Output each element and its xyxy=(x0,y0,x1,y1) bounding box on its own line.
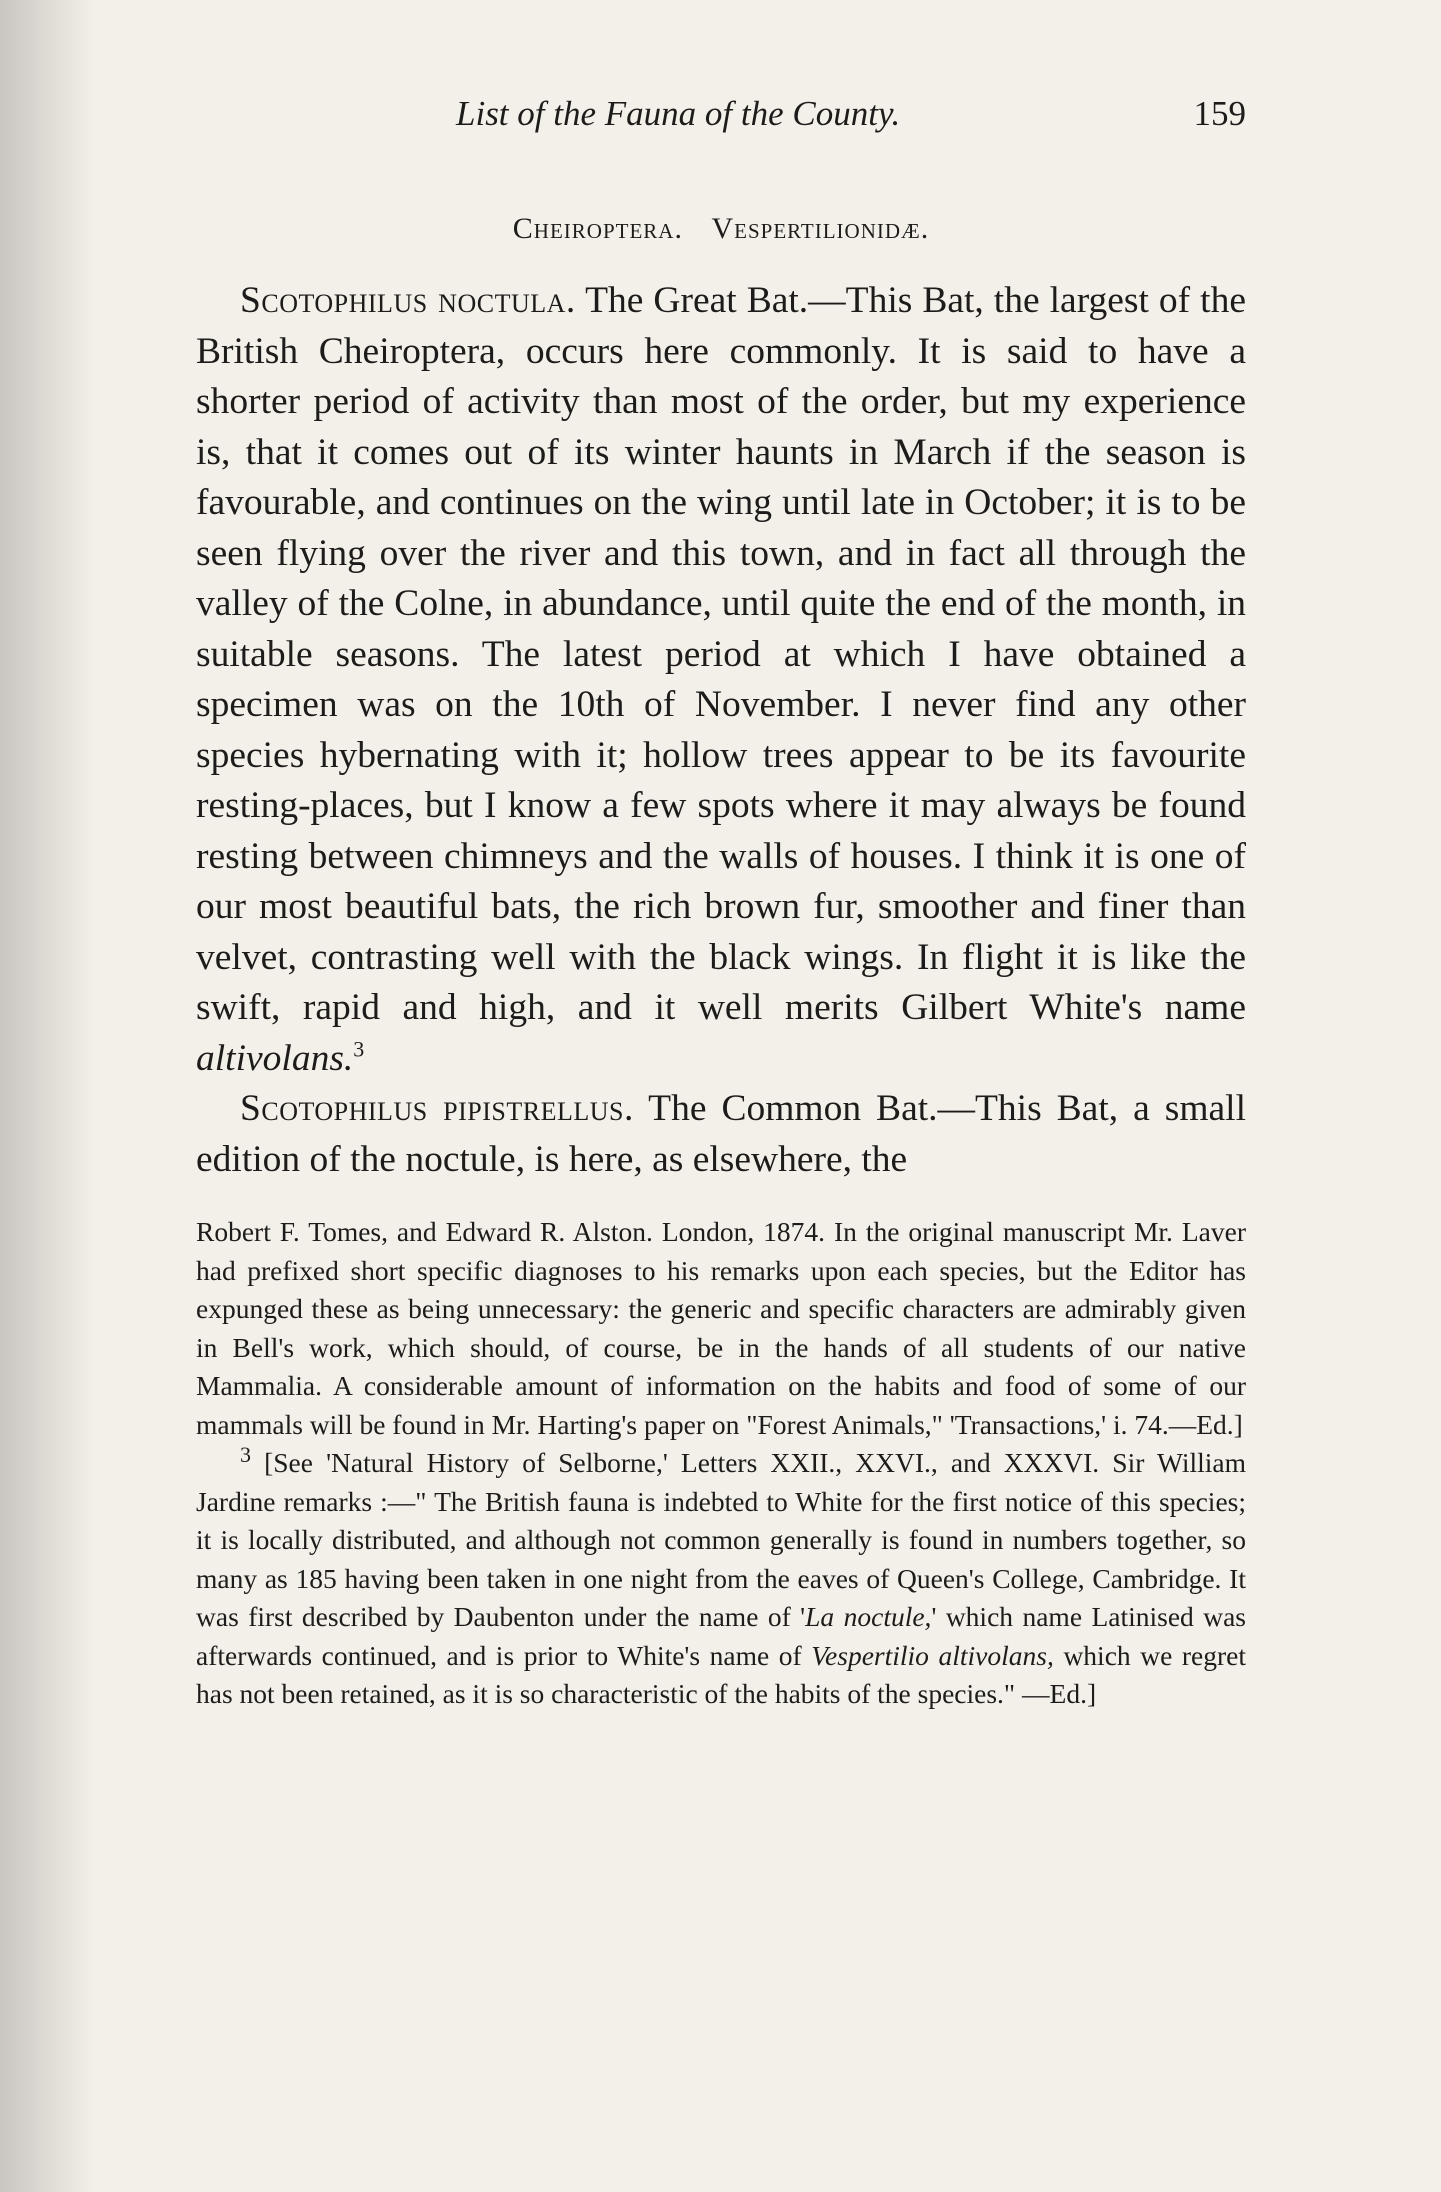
book-page xyxy=(196,70,1246,1714)
footnote-3 xyxy=(196,1441,1246,1714)
italic-term: altivolans. xyxy=(196,1037,354,1079)
footnote-continued: Robert F. Tomes, and Edward R. Alston. London, 1874. In the original manuscript Mr. Laver had prefixed short specific diagnoses to his remarks upon each species, but the Editor has expunged these as being unnecessary: the generic and specific characters are admirably given in Bell's work, which should, of course, be in the hands of all students of our native Mammalia. A considerable amount of information on the habits and food of some of our mammals will be found in Mr. Harting's paper on "Forest Animals," 'Transactions,' i. 74.—Ed.] xyxy=(196,1216,1246,1440)
page-gutter-shadow xyxy=(0,0,95,2192)
species-name: Scotophilus pipistrellus. xyxy=(240,1088,634,1129)
page-number: 159 xyxy=(1193,94,1246,133)
footnote-text: ' which name Latinised was afterwards continued, and is prior to White's name of xyxy=(196,1601,1246,1671)
body-text xyxy=(196,276,1246,1185)
footnote-text: which we regret has not been retained, as it is so characteristic of the habits of the species." —Ed.] xyxy=(196,1639,1246,1709)
running-title: List of the Fauna of the County. xyxy=(456,94,901,133)
running-head xyxy=(196,70,1246,133)
paragraph-text: The Great Bat.—This Bat, the largest of the British Cheiroptera, occurs here commonly. It is said to have a shorter period of activity than most of the order, but my experience is, that it comes out of its winter haunts in March if the season is favourable, and continues on the wing until late in October; it is to be seen flying over the river and this town, and in fact all through the valley of the Colne, in abundance, until quite the end of the month, in suitable seasons. The latest period at which I have obtained a specimen was on the 10th of November. I never find any other species hybernating with it; hollow trees appear to be its favourite resting-places, but I know a few spots where it may always be found resting between chimneys and the walls of houses. I think it is one of our most beautiful bats, the rich brown fur, smoother and finer than velvet, contrasting well with the black wings. In flight it is like the swift, rapid and high, and it well merits Gilbert White's name xyxy=(196,280,1246,1028)
italic-term: La noctule, xyxy=(805,1601,932,1632)
species-name: Scotophilus noctula. xyxy=(240,280,576,321)
order-name: Cheiroptera. xyxy=(512,212,683,245)
footnote-text: [See 'Natural History of Selborne,' Letters XXII., XXVI., and XXXVI. Sir William Jardine remarks :—" The British fauna is indebted to White for the first notice of this species; it is locally distributed, and although not common generally is found in numbers together, so many as 185 having been taken in one night from the eaves of Queen's College, Cambridge. It was first described by Daubenton under the name of ' xyxy=(196,1447,1246,1632)
italic-term: Vespertilio altivolans, xyxy=(811,1639,1054,1671)
paragraph-noctula xyxy=(196,276,1246,1084)
paragraph-text: The Common Bat.—This Bat, a small edition of the noctule, is here, as elsewhere, the xyxy=(196,1088,1246,1180)
footnote-ref: 3 xyxy=(353,1036,365,1061)
family-name: Vespertilionidæ. xyxy=(711,212,930,245)
paragraph-pipistrellus xyxy=(196,1084,1246,1185)
section-heading xyxy=(196,212,1246,246)
footnotes xyxy=(196,1213,1246,1714)
footnote-mark: 3 xyxy=(240,1441,251,1467)
